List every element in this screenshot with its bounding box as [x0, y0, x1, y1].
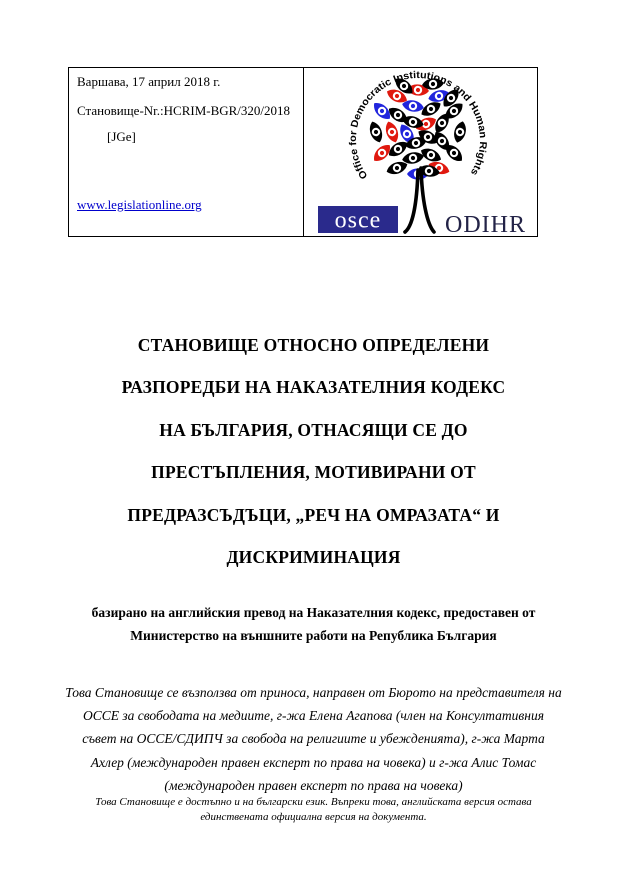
- title-line: ДИСКРИМИНАЦИЯ: [226, 546, 401, 567]
- header-box: [68, 67, 538, 237]
- credits-line: Това Становище се възползва от приноса, направен от Бюрото на представителя на: [65, 685, 562, 700]
- note-line: Това Становище е достъпно и на български език. Въпреки това, английската версия остава: [95, 796, 532, 808]
- credits-line: ОССЕ за свободата на медиите, г-жа Елена Агапова (член на Консултативния: [82, 708, 545, 724]
- header-meta-cell: [69, 68, 304, 236]
- title-line: СТАНОВИЩЕ ОТНОСНО ОПРЕДЕЛЕНИ: [137, 335, 490, 355]
- title-line: ПРЕДРАЗСЪДЪЦИ, „РЕЧ НА ОМРАЗАТА“ И: [127, 504, 500, 525]
- document-title: [60, 324, 567, 578]
- tree-trunk: [405, 168, 434, 232]
- title-line: ПРЕСТЪПЛЕНИЯ, МОТИВИРАНИ ОТ: [151, 462, 476, 483]
- title-line: РАЗПОРЕДБИ НА НАКАЗАТЕЛНИЯ КОДЕКС: [121, 377, 506, 398]
- subtitle-line: Министерство на външните работи на Република България: [130, 628, 497, 643]
- credits-line: (международен правен експерт по права на човека): [164, 777, 463, 793]
- credits-line: Ахлер (международен правен експерт по права на човека) и г-жа Алис Томас: [90, 754, 537, 770]
- logo-arc-caption: Office for Democratic Institutions and Human Rights: [347, 69, 489, 181]
- subtitle-line: базирано на английския превод на Наказателния кодекс, предоставен от: [91, 605, 536, 620]
- eye-icon: [383, 120, 401, 145]
- author-initials: [JGe]: [107, 129, 136, 144]
- date-line: Варшава, 17 април 2018 г.: [77, 74, 221, 89]
- title-line: НА БЪЛГАРИЯ, ОТНАСЯЩИ СЕ ДО: [159, 419, 468, 440]
- osce-odihr-logo: [304, 68, 537, 235]
- legislationline-link[interactable]: www.legislationline.org: [77, 197, 202, 212]
- eye-icon: [452, 120, 469, 144]
- credits-line: съвет на ОССЕ/СДИПЧ за свобода на религиите и убежденията), г-жа Марта: [82, 731, 545, 747]
- logo-cell: [304, 68, 537, 236]
- language-note: [60, 795, 567, 824]
- note-line: единствената официална версия на документа.: [200, 810, 427, 823]
- subtitle: [60, 601, 567, 647]
- credits-paragraph: [40, 681, 587, 797]
- opinion-number: Становище-Nr.:HCRIM-BGR/320/2018: [77, 103, 291, 118]
- odihr-wordmark: ODIHR: [445, 212, 526, 235]
- osce-wordmark: osce: [334, 207, 382, 234]
- eye-icon: [367, 120, 385, 145]
